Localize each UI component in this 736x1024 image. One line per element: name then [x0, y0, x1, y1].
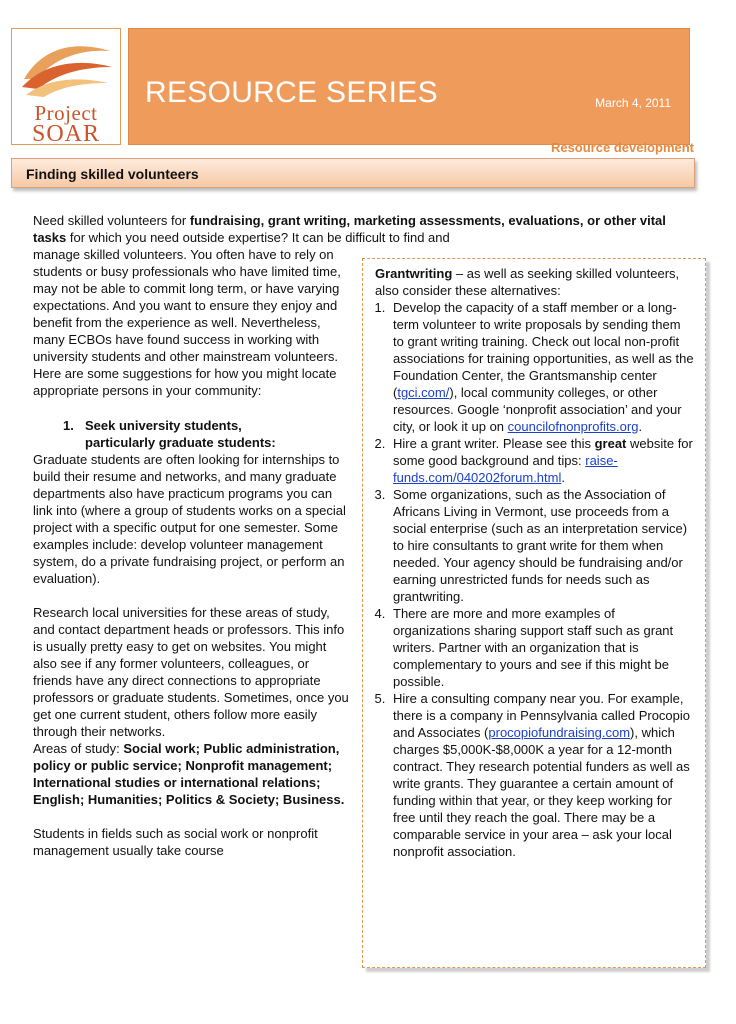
- alt2-text-c: .: [561, 470, 565, 485]
- areas-of-study: [33, 740, 351, 808]
- sidebar-lead-text: – as well as seeking skilled volunteers, also consider these alternatives:: [375, 266, 680, 298]
- councilofnonprofits-link[interactable]: councilofnonprofits.org: [507, 419, 639, 434]
- list-item-line-1: Seek university students,: [85, 418, 242, 433]
- raise-funds-link[interactable]: raise-funds.com/040202forum.html: [393, 453, 618, 485]
- article-heading-bar: [11, 158, 695, 188]
- tgci-link[interactable]: tgci.com/: [397, 385, 450, 400]
- issue-date: March 4, 2011: [595, 96, 671, 110]
- project-soar-logo: [11, 28, 121, 145]
- intro-paragraph: [33, 212, 693, 246]
- alt1-text-a: Develop the capacity of a staff member or a long-term volunteer to write proposals by sending them to grant writing training. Check out local non-profit associations for training opportunities, as well as the Foundation Center, the Grantsmanship center (: [393, 300, 694, 400]
- paragraph-volunteers: manage skilled volunteers. You often have to rely on students or busy professionals who have limited time, may not be able to commit long term, or have varying expectations. And you want to ensure they enjoy and benefit from the experience as well. Nevertheless, many ECBOs have found success in working with university students and other mainstream volunteers. Here are some suggestions for how you might locate appropriate persons in your community:: [33, 247, 341, 398]
- article-title: Finding skilled volunteers: [26, 166, 199, 182]
- paragraph-students-fields: Students in fields such as social work or nonprofit management usually take course: [33, 826, 318, 858]
- alternative-item-2: [389, 435, 695, 486]
- areas-label: Areas of study:: [33, 741, 124, 756]
- sidebar-lead-bold: Grantwriting: [375, 266, 453, 281]
- intro-text-2: for which you need outside expertise? It can be difficult to find and: [66, 230, 450, 245]
- header-banner: [128, 28, 690, 145]
- alt2-bold: great: [594, 436, 627, 451]
- paragraph-research-universities: Research local universities for these areas of study, and contact department heads or professors. This info is usually pretty easy to get on websites. You might also see if any former volunteers, colleagues, or friends have any direct connections to appropriate professors or graduate students. Sometimes, once you get one current student, others follow more easily through their networks.: [33, 605, 349, 739]
- alt1-text-c: .: [638, 419, 643, 434]
- alt2-text-a: Hire a grant writer. Please see this: [393, 436, 595, 451]
- logo-word-soar: SOAR: [31, 121, 101, 147]
- alternatives-list: [375, 299, 695, 860]
- intro-text-1: Need skilled volunteers for: [33, 213, 190, 228]
- alternative-item-5: [389, 690, 695, 860]
- list-number: 1.: [63, 418, 74, 433]
- procopio-link[interactable]: procopiofundraising.com: [488, 725, 631, 740]
- left-column: [33, 246, 351, 859]
- alternative-item-3: 3. Some organizations, such as the Association of Africans Living in Vermont, use proceeds from a social enterprise (such as an interpretation service) to hire consultants to grant write for them when needed. Your agency should be fundraising and/or earning unrestricted funds for needs such as grantwriting.: [389, 486, 695, 605]
- intro-bold-tasks: fundraising, grant writing, marketing assessments, evaluations, or other vital tasks: [33, 213, 666, 245]
- list-item-line-2: particularly graduate students:: [85, 435, 276, 450]
- areas-list: Social work; Public administration, policy or public service; Nonprofit management; International studies or international relations; English; Humanities; Politics & Society; Business.: [33, 741, 345, 807]
- grantwriting-sidebar: [362, 258, 706, 968]
- sidebar-lead: [375, 265, 695, 299]
- alt1-text-b: ), local community colleges, or other resources. Google ‘nonprofit association’ and your city, or look it up on: [393, 385, 682, 434]
- alt2-text-b: website for some good background and tips:: [393, 436, 693, 468]
- logo-word-project: Project: [34, 101, 98, 125]
- paragraph-graduate-students: Graduate students are often looking for internships to build their resume and networks, and many graduate departments also have practicum programs you can link into (where a group of students works on a special project with a specific output for one semester. Some examples include: develop volunteer management system, do a private fundraising project, or perform an evaluation).: [33, 452, 346, 586]
- alt5-text-b: ), which charges $5,000K-$8,000K a year for a 12-month contract. They research potential funders as well as write grants. They guarantee a certain amount of funding within that year, or they keep working for free until they reach the goal. There may be a comparable service in your area – ask your local nonprofit association.: [393, 725, 690, 859]
- list-item-university-students: [63, 417, 351, 451]
- alternative-item-1: [389, 299, 695, 435]
- sun-swoosh-icon: [16, 35, 116, 101]
- series-title: RESOURCE SERIES: [145, 76, 438, 109]
- alt5-text-a: Hire a consulting company near you. For example, there is a company in Pennsylvania called Procopio and Associates (: [393, 691, 691, 740]
- section-label: Resource development: [550, 140, 694, 155]
- alternative-item-4: 4. There are more and more examples of organizations sharing support staff such as grant writers. Partner with an organization that is complementary to yours and see if this might be possible.: [389, 605, 695, 690]
